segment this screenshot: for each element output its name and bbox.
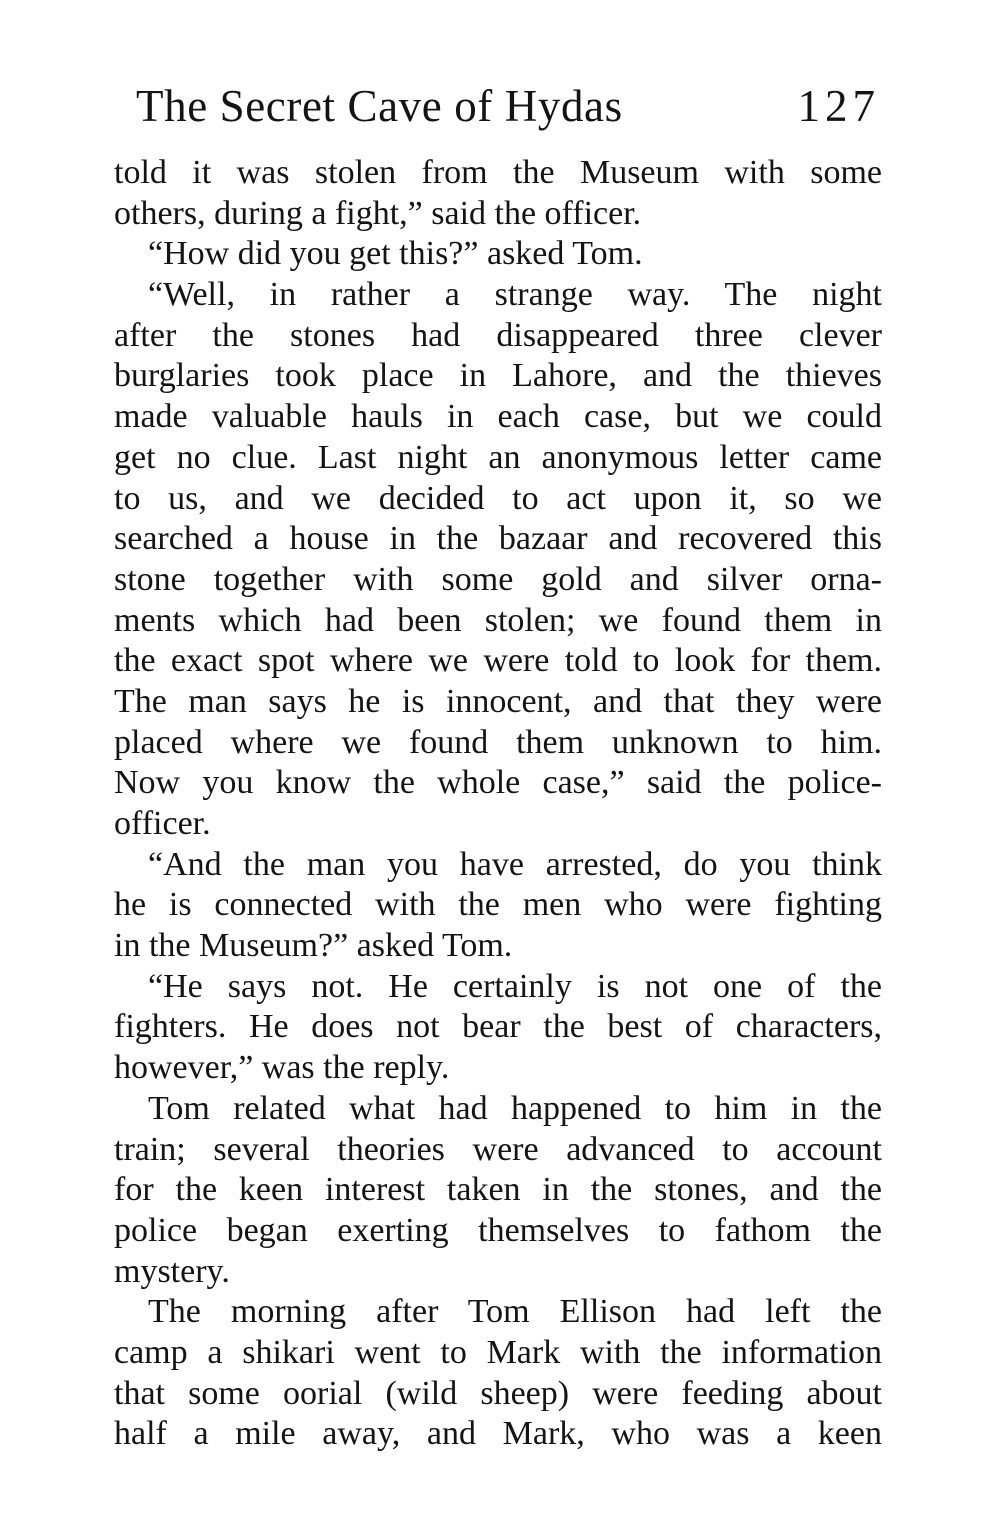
text-line: however,” was the reply.	[114, 1049, 450, 1087]
text-line: police began exerting themselves to fathom the	[114, 1211, 882, 1249]
text-line: train; several theories were advanced to account	[114, 1130, 882, 1168]
text-line: for the keen interest taken in the stones, and the	[114, 1171, 882, 1209]
text-line: placed where we found them unknown to him.	[114, 723, 882, 761]
text-line: camp a shikari went to Mark with the information	[114, 1333, 882, 1371]
text-line: after the stones had disappeared three clever	[114, 316, 882, 354]
text-line: “He says not. He certainly is not one of the	[148, 967, 882, 1005]
text-line: mystery.	[114, 1252, 230, 1290]
text-line: searched a house in the bazaar and recovered this	[114, 520, 882, 558]
text-line: told it was stolen from the Museum with some	[114, 154, 882, 191]
text-line: The man says he is innocent, and that they were	[114, 682, 882, 720]
text-line: fighters. He does not bear the best of characters,	[114, 1008, 882, 1046]
text-line: ments which had been stolen; we found them in	[114, 601, 882, 639]
text-line: he is connected with the men who were fighting	[114, 886, 882, 924]
text-line: stone together with some gold and silver orna-	[114, 560, 882, 598]
page-number: 127	[797, 81, 880, 131]
text-line: the exact spot where we were told to look for them.	[114, 642, 882, 680]
text-line: get no clue. Last night an anonymous letter came	[114, 438, 882, 476]
text-line: officer.	[114, 805, 211, 842]
text-line: burglaries took place in Lahore, and the thieves	[114, 357, 882, 395]
text-line: half a mile away, and Mark, who was a keen	[114, 1415, 882, 1453]
text-line: others, during a fight,” said the officer.	[114, 194, 642, 232]
text-line: “How did you get this?” asked Tom.	[148, 235, 643, 273]
text-line: Now you know the whole case,” said the police-	[114, 764, 882, 802]
text-line: made valuable hauls in each case, but we could	[114, 398, 882, 436]
text-line: “Well, in rather a strange way. The night	[148, 276, 882, 314]
text-line: The morning after Tom Ellison had left the	[148, 1293, 882, 1331]
running-title: The Secret Cave of Hydas	[136, 81, 623, 131]
body-text	[114, 153, 882, 1455]
text-line: in the Museum?” asked Tom.	[114, 927, 513, 965]
text-line: to us, and we decided to act upon it, so we	[114, 479, 882, 517]
text-line: “And the man you have arrested, do you think	[148, 845, 882, 883]
text-line: Tom related what had happened to him in the	[148, 1089, 882, 1127]
text-line: that some oorial (wild sheep) were feeding about	[114, 1374, 882, 1412]
running-header	[136, 76, 880, 136]
